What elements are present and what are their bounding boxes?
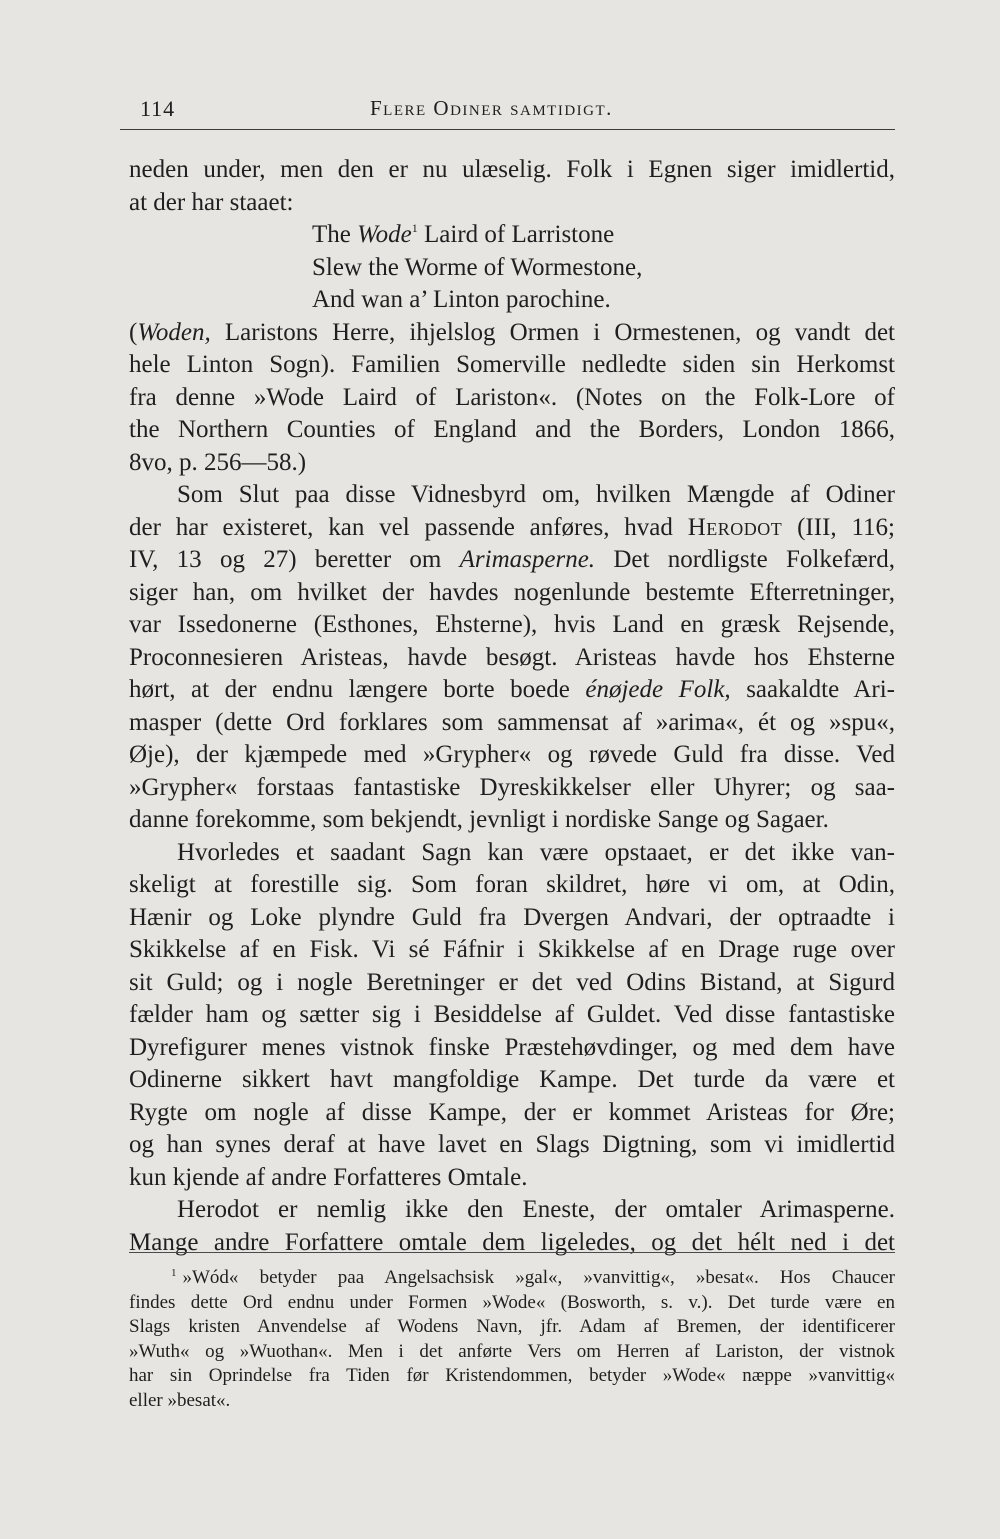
- footnote-line: Slags kristen Anvendelse af Wodens Navn, jfr. Adam af Bremen, der identificerer: [129, 1316, 895, 1337]
- text-span: (III, 116;: [782, 513, 895, 541]
- footnote-rule: [129, 1252, 895, 1253]
- paragraph-start-line: Herodot er nemlig ikke den Eneste, der omtaler Arimasperne.: [177, 1196, 895, 1223]
- text-span: IV, 13 og 27) beretter om: [129, 546, 460, 573]
- text-line: [129, 512, 895, 545]
- italic-phrase: énøjede Folk,: [585, 676, 731, 703]
- text-line: Proconnesieren Aristeas, havde besøgt. Aristeas havde hos Ehsterne: [129, 643, 895, 671]
- verse-line: And wan a’ Linton parochine.: [312, 286, 611, 313]
- text-line: Rygte om nogle af disse Kampe, der er kommet Aristeas for Øre;: [129, 1098, 895, 1126]
- text-line: Odinerne sikkert havt mangfoldige Kampe. Det turde da være et: [129, 1066, 895, 1093]
- text-line: the Northern Counties of England and the Borders, London 1866,: [129, 416, 895, 443]
- text-line: og han synes deraf at have lavet en Slags Digtning, som vi imidlertid: [129, 1131, 895, 1158]
- footnote-line: har sin Oprindelse fra Tiden før Kristendommen, betyder »Wode« næppe »vanvittig«: [129, 1365, 895, 1386]
- text-span: Laristons Herre, ihjelslog Ormen i Ormestenen, og vandt det: [210, 318, 895, 346]
- verse-text: The: [312, 221, 358, 248]
- text-line: Dyrefigurer menes vistnok finske Præstehøvdinger, og med dem have: [129, 1033, 895, 1061]
- author-name-small-caps: Herodot: [687, 513, 783, 541]
- footnote-text: »Wód« betyder paa Angelsachsisk »gal«, »vanvittig«, »besat«. Hos Chaucer: [182, 1267, 895, 1288]
- text-line: hele Linton Sogn). Familien Somerville nedledte siden sin Herkomst: [129, 351, 895, 378]
- text-line: var Issedonerne (Esthones, Ehsterne), hvis Land en græsk Rejsende,: [129, 611, 895, 638]
- footnote-line: [129, 1266, 895, 1291]
- text-line: masper (dette Ord forklares som sammensat af »arima«, ét og »spu«,: [129, 708, 895, 736]
- text-line: Hænir og Loke plyndre Guld fra Dvergen Andvari, der optraadte i: [129, 903, 895, 931]
- running-title: Flere Odiner samtidigt.: [370, 96, 613, 120]
- paragraph-start-line: Som Slut paa disse Vidnesbyrd om, hvilken Mængde af Odiner: [177, 481, 895, 508]
- footnote-line: eller »besat«.: [129, 1389, 231, 1411]
- text-line: at der har staaet:: [129, 188, 294, 216]
- text-line: [129, 317, 895, 350]
- text-span: der har existeret, kan vel passende anføres, hvad: [129, 513, 688, 541]
- text-line: siger han, om hvilket der havdes nogenlunde bestemte Efterretninger,: [129, 578, 895, 606]
- text-line: Mange andre Forfattere omtale dem ligeledes, og det hélt ned i det: [129, 1228, 895, 1256]
- text-span: (: [129, 318, 138, 346]
- body-text: [129, 154, 895, 1259]
- footnote: [129, 1266, 895, 1413]
- text-line: Skikkelse af en Fisk. Vi sé Fáfnir i Skikkelse af en Drage ruge over: [129, 936, 895, 963]
- italic-word: Woden,: [137, 318, 211, 346]
- footnote-line: findes dette Ord endnu under Formen »Wode« (Bosworth, s. v.). Det turde være en: [129, 1291, 895, 1313]
- text-span: Det nordligste Folkefærd,: [595, 546, 895, 573]
- text-line: neden under, men den er nu ulæselig. Folk i Egnen siger imidlertid,: [129, 156, 895, 183]
- header-rule: [120, 129, 895, 130]
- footnote-marker: 1: [171, 1267, 177, 1279]
- paragraph-start-line: Hvorledes et saadant Sagn kan være opstaaet, er det ikke van-: [177, 838, 895, 866]
- text-line: kun kjende af andre Forfatteres Omtale.: [129, 1163, 528, 1191]
- text-line: »Grypher« forstaas fantastiske Dyreskikkelser eller Uhyrer; og saa-: [129, 773, 895, 801]
- page-number: 114: [140, 96, 176, 121]
- verse-line: Slew the Worme of Wormestone,: [312, 253, 643, 281]
- text-span: hørt, at der endnu længere borte boede: [129, 676, 586, 703]
- text-line: sit Guld; og i nogle Beretninger er det ved Odins Bistand, at Sigurd: [129, 968, 895, 996]
- text-span: saakaldte Ari-: [730, 676, 895, 703]
- text-line: Øje), der kjæmpede med »Grypher« og røvede Guld fra disse. Ved: [129, 741, 895, 768]
- text-line: 8vo, p. 256—58.): [129, 448, 307, 476]
- page-header: [140, 96, 894, 132]
- text-line: [129, 544, 895, 577]
- text-line: danne forekomme, som bekjendt, jevnligt i nordiske Sange og Sagaer.: [129, 806, 829, 833]
- text-line: fra denne »Wode Laird of Lariston«. (Notes on the Folk-Lore of: [129, 383, 895, 411]
- verse-italic-word: Wode: [357, 221, 412, 248]
- verse-text: Laird of Larristone: [417, 221, 615, 248]
- footnote-reference: 1: [411, 221, 418, 235]
- text-line: fælder ham og sætter sig i Besiddelse af Guldet. Ved disse fantastiske: [129, 1001, 895, 1028]
- verse-line: [129, 219, 895, 252]
- text-line: [129, 674, 895, 707]
- footnote-line: »Wuth« og »Wuothan«. Men i det anførte Vers om Herren af Lariston, der vistnok: [129, 1340, 895, 1362]
- text-line: skeligt at forestille sig. Som foran skildret, høre vi om, at Odin,: [129, 871, 895, 898]
- italic-word: Arimasperne.: [459, 546, 596, 573]
